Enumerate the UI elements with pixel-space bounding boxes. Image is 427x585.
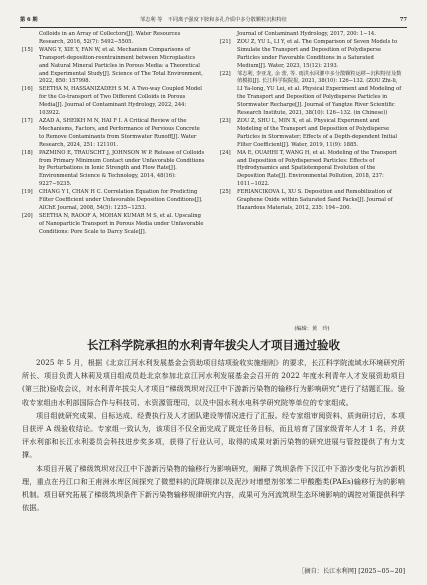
news-paragraph: 2025 年 5 月，根据《北京江河水利发展基金会资助项目结项验收实施细则》的要求，长江科学院流域水环境研究所所长、项目负责人林莉及项目组成员赴北京参加北京江河水利发展基金会召开的 2022 年度水利青年人才发展资助项目(第三批)验收会议，对水利青年拔尖人才项目“梯级筑坝对汉江中下游新污染物的输移行为影响研究”进行了结题汇报。验收专家组由水利部国际合作与科技司、水资源管理司，以及中国水利水电科学研究院等单位的专家组成。 [22, 358, 405, 407]
news-title: 长江科学院承担的水利青年拔尖人才项目通过验收 [87, 338, 340, 352]
reference-number: [22] [220, 70, 231, 77]
reference-item [22, 31, 206, 47]
reference-item [22, 213, 206, 237]
reference-text: ZOU Z, SHU L, MIN X, et al. Physical Experiment and Modeling of the Transport and Deposition of Polydisperse Particles in Stormwater; Effects of a Depth-dependent Initial Filter Coefficient[J]. Water, 2019, 11(9): 1885. [237, 117, 398, 148]
reference-item [22, 86, 206, 118]
page-header [20, 14, 407, 26]
reference-number: [21] [220, 38, 231, 45]
editor-credit: (编辑：黄 玲) [294, 326, 330, 332]
reference-text: SEETHA N, HASSANIZADEH S M. A Two-way Coupled Model for the Co-transport of Two Different Colloids in Porous Media[J]. Journal of Contaminant Hydrology, 2022, 244: 103922. [39, 86, 202, 117]
reference-number: [16] [22, 86, 33, 93]
reference-text: WANG Y, XIE Y, FAN W, et al. Mechanism Comparisons of Transport-deposition-reentrainment between Microplastics and Natural Mineral Particles in Porous Media: a Theoretical and Experimental Study[J]. Science of The Total Environment, 2022, 850: 157998. [39, 46, 203, 85]
reference-number: [18] [22, 149, 33, 156]
page-number: 77 [399, 17, 407, 23]
reference-item [220, 150, 404, 190]
reference-item [220, 71, 404, 118]
reference-number: [20] [22, 212, 33, 219]
reference-text: Colloids in an Array of Collectors[J]. Water Resources Research, 2016, 52(7): 5492−5505. [39, 31, 181, 45]
reference-text: ZOU Z, YU L, LI Y, et al. The Comparison of Seven Models to Simulate the Transport and Deposition of Polydisperse Particles under Favorable Conditions in a Saturated Medium[J]. Water, 2023, 15(12): 2193. [237, 38, 398, 69]
reference-item [220, 31, 404, 39]
reference-text: AZAD A, SHEIKH M N, HAI F I. A Critical Review of the Mechanisms, Factors, and Performance of Pervious Concrete to Remove Contaminants from Stormwater Runoff[J]. Water Research, 2024, 251: 121101. [39, 117, 200, 148]
reference-text: FERIANCIKOVA L, XU S. Deposition and Remobilization of Graphene Oxide within Saturated Sand Packs[J]. Journal of Hazardous Materials, 2012, 235: 194−200. [237, 189, 393, 211]
reference-number: [17] [22, 117, 33, 124]
reference-item [22, 118, 206, 150]
reference-item [220, 189, 404, 213]
header-divider [20, 27, 407, 28]
reference-text: SEETHA N, RAOOF A, MOHAN KUMAR M S, et al. Upscaling of Nanoparticle Transport in Porous Media under Unfavorable Conditions: Pore Scale to Darcy Scale[J]. [39, 212, 204, 235]
reference-number: [25] [220, 189, 231, 196]
news-paragraph: 项目组就研究成果、目标达成、经费执行及人才团队建设等情况进行了汇报。经专家组审阅资料、质询研讨后，本项目获评 A 级验收结论。专家组一致认为，该项目不仅全面完成了既定任务目标，而且培育了国家级青年人才 1 名，并获评水利部和长江水利委员会科技进步奖多项，获得了行业认可，取得的成果对新污染物的研究进展与管控提供了有力支撑。 [22, 410, 405, 460]
reference-item [220, 118, 404, 150]
news-source: ［摘自：长江水利网] [2025−05−20] [298, 568, 405, 575]
news-paragraph: 本项目开展了梯级筑坝对汉江中下游新污染物的输移行为影响研究，阐释了筑坝条件下汉江中下游沙变化与抗沙新机理，重点在丹江口和王甫洲水库区间探究了微塑料的沉降规律以及泥沙对增塑剂邻苯二甲酸酯类(PAEs)输移行为的影响机制。项目研究拓展了梯级筑坝条件下新污染物输移规律研究内容，成果可为河流筑坝生态环境影响的调控对策提供科学依据。 [22, 463, 405, 513]
references-right-column [220, 31, 404, 213]
reference-text: MA E, OUAHHI T, WANG H, et al. Modeling of the Transport and Deposition of Polydispersed Particles: Effects of Hydrodynamics and Spatiotemporal Evolution of the Deposition Rate[J]. Environmental Pollution, 2018, 237: 1011−1022. [237, 149, 397, 188]
reference-item [22, 189, 206, 213]
reference-item [22, 47, 206, 87]
reference-number: [15] [22, 46, 33, 53]
references-left-column [22, 31, 206, 237]
reference-text: PAZMINO E, TRAUSCHT J, JOHNSON W P. Release of Colloids from Primary Minimum Contact under Unfavorable Conditions by Perturbations in Ionic Strength and Flow Rate[J]. Environmental Science & Technology, 2014, 48(16): 9227−9235. [39, 149, 205, 188]
reference-number: [19] [22, 189, 33, 196]
reference-text: 邹志利, 李亚龙, 余 蕾, 等. 雨洪水回灌中多分散颗粒运移−沉积特征及数值模拟[J]. 长江科学院院报, 2021, 38(10): 126−132. (ZOU Zhi-li, LI Ya-long, YU Lei, et al. Physical Experiment and Modeling of the Transport and Deposition of Polydisperse Particles in Stormwater Recharge[J]. Journal of Yangtze River Scientific Research Institute, 2021, 38(10): 126−132. (in Chinese)) [237, 70, 402, 117]
running-title: 邹志利 等 不同离子强度下胺和多孔介质中多分散颗粒沉积特征 [140, 17, 287, 23]
reference-number: [24] [220, 149, 231, 156]
reference-item [220, 39, 404, 71]
reference-item [22, 150, 206, 190]
reference-text: Journal of Contaminant Hydrology, 2017, 200: 1−14. [237, 31, 376, 37]
issue-number: 第 6 期 [20, 17, 38, 23]
reference-number: [23] [220, 117, 231, 124]
news-body [22, 356, 405, 514]
reference-text: CHANG Y I, CHAN H C. Correlation Equation for Predicting Filter Coefficient under Unfavorable Deposition Conditions[J]. AIChE Journal, 2008, 54(5): 1235−1253. [39, 189, 203, 211]
